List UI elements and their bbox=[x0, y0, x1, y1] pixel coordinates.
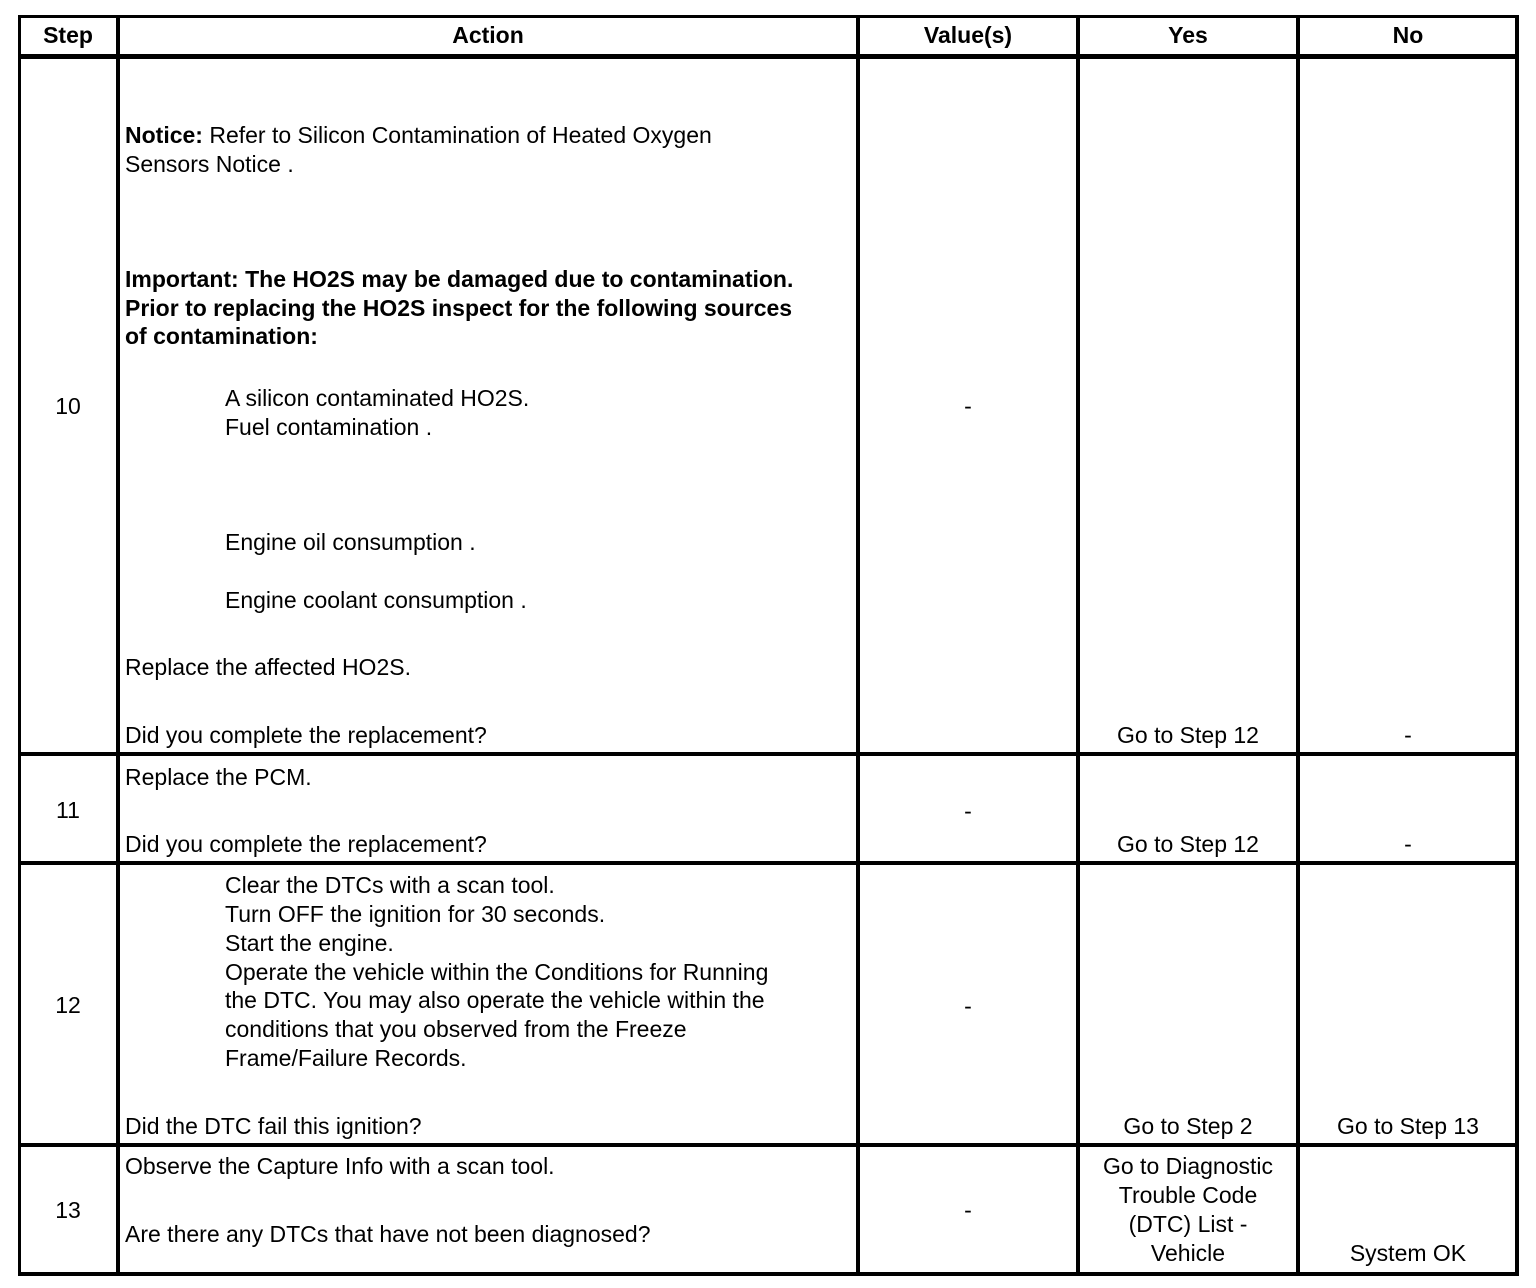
procedure-line: conditions that you observed from the Freeze bbox=[225, 1016, 687, 1042]
procedure-line: Start the engine. bbox=[225, 930, 394, 956]
important-line: of contamination: bbox=[125, 323, 318, 349]
value-cell: - bbox=[964, 993, 972, 1019]
no-cell: - bbox=[1404, 722, 1412, 748]
yes-link: Go to Step 12 bbox=[1117, 722, 1259, 748]
step-number: 12 bbox=[55, 992, 81, 1018]
no-cell: System OK bbox=[1349, 1240, 1467, 1266]
procedure-line: Clear the DTCs with a scan tool. bbox=[225, 872, 555, 898]
notice-line bbox=[125, 121, 712, 150]
yes-link-line: (DTC) List - bbox=[1128, 1211, 1248, 1237]
yes-link-line: Trouble Code bbox=[1118, 1182, 1258, 1208]
border-step-action bbox=[116, 15, 120, 1276]
notice-text: Refer to Silicon Contamination of Heated Oxygen bbox=[209, 122, 712, 148]
procedure-line: Turn OFF the ignition for 30 seconds. bbox=[225, 901, 606, 927]
procedure-line: Frame/Failure Records. bbox=[225, 1045, 467, 1071]
action-question: Did you complete the replacement? bbox=[125, 831, 487, 857]
notice-label: Notice: bbox=[125, 122, 203, 148]
border-right bbox=[1515, 15, 1519, 1276]
contamination-source: Engine coolant consumption . bbox=[225, 587, 527, 613]
important-line: Prior to replacing the HO2S inspect for the following sources bbox=[125, 295, 793, 321]
step-number: 11 bbox=[56, 797, 80, 823]
diagnostic-table bbox=[18, 15, 1519, 1276]
action-instruction: Replace the affected HO2S. bbox=[125, 654, 411, 680]
header-yes: Yes bbox=[1168, 22, 1208, 48]
yes-link-line: Vehicle bbox=[1150, 1240, 1226, 1266]
step-number: 10 bbox=[55, 393, 81, 419]
procedure-line: the DTC. You may also operate the vehicle within the bbox=[225, 987, 765, 1013]
value-cell: - bbox=[964, 798, 972, 824]
important-line: Important: The HO2S may be damaged due to contamination. bbox=[125, 266, 794, 292]
contamination-source: A silicon contaminated HO2S. bbox=[225, 385, 530, 411]
border-row11-bottom bbox=[18, 861, 1519, 865]
value-cell: - bbox=[964, 1197, 972, 1223]
contamination-source: Engine oil consumption . bbox=[225, 529, 476, 555]
header-no: No bbox=[1392, 22, 1424, 48]
border-left bbox=[18, 15, 21, 1276]
procedure-line: Operate the vehicle within the Conditions for Running bbox=[225, 959, 769, 985]
header-values: Value(s) bbox=[923, 22, 1013, 48]
border-top bbox=[18, 15, 1519, 18]
header-action: Action bbox=[452, 22, 524, 48]
action-question: Are there any DTCs that have not been diagnosed? bbox=[125, 1221, 651, 1247]
action-instruction: Replace the PCM. bbox=[125, 764, 312, 790]
no-link: Go to Step 13 bbox=[1337, 1113, 1479, 1139]
value-cell: - bbox=[964, 393, 972, 419]
border-values-yes bbox=[1076, 15, 1080, 1276]
yes-link: Go to Step 12 bbox=[1117, 831, 1259, 857]
notice-text-cont: Sensors Notice . bbox=[125, 151, 294, 177]
border-row12-bottom bbox=[18, 1143, 1519, 1147]
action-question: Did you complete the replacement? bbox=[125, 722, 487, 748]
border-row10-bottom bbox=[18, 752, 1519, 756]
border-action-values bbox=[856, 15, 860, 1276]
contamination-source: Fuel contamination . bbox=[225, 414, 433, 440]
step-number: 13 bbox=[55, 1197, 81, 1223]
border-header-bottom bbox=[18, 54, 1519, 59]
header-step: Step bbox=[43, 22, 93, 48]
action-instruction: Observe the Capture Info with a scan tool. bbox=[125, 1153, 555, 1179]
yes-link-line: Go to Diagnostic bbox=[1102, 1153, 1274, 1179]
yes-link: Go to Step 2 bbox=[1123, 1113, 1253, 1139]
action-question: Did the DTC fail this ignition? bbox=[125, 1113, 422, 1139]
border-bottom bbox=[18, 1272, 1519, 1276]
no-cell: - bbox=[1404, 831, 1412, 857]
border-yes-no bbox=[1296, 15, 1300, 1276]
